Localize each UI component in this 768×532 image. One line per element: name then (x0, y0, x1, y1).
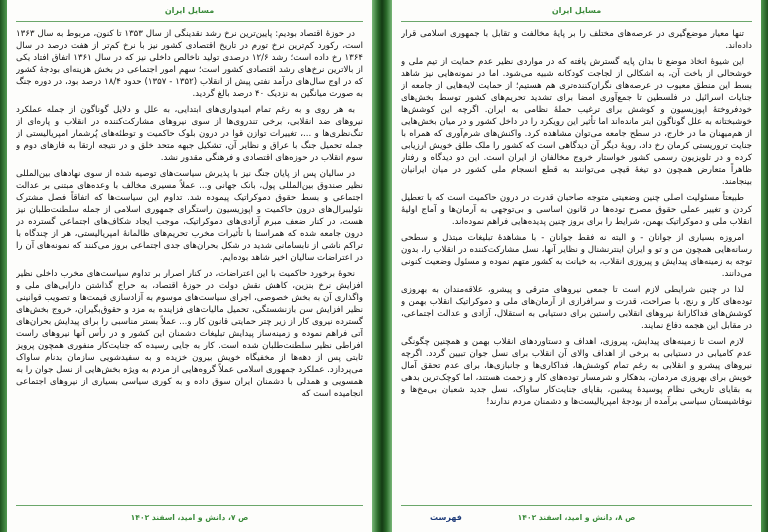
header-rule (401, 21, 752, 22)
page-header-title: مسایل ایران (164, 6, 215, 15)
article-text-column (16, 28, 363, 500)
page-gutter (372, 0, 392, 532)
page-footer-label: ص ۸، دانش و امید، اسفند ۱۴۰۲ (517, 513, 636, 522)
paragraph: نحوهٔ برخورد حاکمیت با این اعتراضات، در کنار اصرار بر تداوم سیاست‌های مخرب داخلی نظیر افزایش نرخ بنزین، کاهش نقش دولت در حوزهٔ اقتصاد، به حراج گذاشتن دارایی‌های ملی و واگذاری آن به بخش خصوصی، اجرای سیاست‌های موسوم به آزادسازی قیمت‌ها و تصویب قوانینی نظیر افزایش سن بازنشستگی، تحمیل مالیات‌های فزاینده به مزد و حقوق‌بگیران، خروج بخش‌های گسترده نیروی کار از زیر چتر حمایتی قانون کار و... عملاً بستر مناسبی را برای پیدایش بحران‌های آتی فراهم نموده و زمینه‌ساز پیدایش تبلیغات دشمنان این کشور و در رأس آنها نیروهای راست افراطی نظیر سلطنت‌طلبان شده است. کار به جایی رسیده که جنایت‌کار منفوری همچون پرویز ثابتی پس از دهه‌ها از مخفیگاه خویش بیرون خزیده و به سفیدشویی سازمان بدنام ساواک می‌پردازد. عملکرد جمهوری اسلامی عملاً گروه‌هایی از مردم به ویژه بخش‌هایی از نسل جوان را به همسویی و همدلی با دشمنان ایران سوق داده و به کوری سیاسی بسیاری از نیروهای اجتماعی انجامیده است که (16, 269, 363, 399)
right-edge-border (761, 0, 768, 532)
header-rule (16, 21, 363, 22)
page-footer-label: ص ۷، دانش و امید، اسفند ۱۴۰۲ (130, 513, 249, 522)
paragraph: طبیعتاً مسئولیت اصلی چنین وضعیتی متوجه صاحبان قدرت در درون حاکمیت است که با تعطیل کردن و تغییر عملی حقوق مصرح توده‌ها در قانون اساسی و بی‌توجهی به آرمان‌ها و آماج اولیهٔ انقلاب ملی و دموکراتیک بهمن، شرایط را برای بروز چنین پدیده‌هایی فراهم نموده‌اند. (401, 193, 752, 227)
paragraph: در سالیان پس از پایان جنگ نیز با پذیرش سیاست‌های توصیه شده از سوی نهادهای بین‌المللی نظیر صندوق بین‌المللی پول، بانک جهانی و... عملاً مسیری مخالف با وعده‌های مبتنی بر عدالت اجتماعی و بسط حقوق دموکراتیک پیموده شد. تداوم این سیاست‌ها که اتفاقاً فصل مشترک نئولیبرال‌های درون حاکمیت و اپوزیسیون راستگرای جمهوری اسلامی از جمله سلطنت‌طلبان نیز هست، در کنار ضعف مبرم آزادی‌های دموکراتیک، موجب ایجاد شکاف‌های اجتماعی گسترده در درون جامعه شده که همراستا با تأثیرات مخرب تحریم‌های ظالمانهٔ امپریالیستی، هر از چندگاه با تراکم ناشی از نابسامانی شدید در شکل بحران‌های جدی اجتماعی بروز می‌کنند که نمونه‌های آن را در اعتراضات سالیان اخیر شاهد بوده‌ایم. (16, 169, 363, 263)
paragraph: لذا در چنین شرایطی لازم است تا جمعی نیروهای مترقی و پیشرو، علاقه‌مندان به بهروزی توده‌های کار و رنج، با صراحت، قدرت و سرافرازی از آرمان‌های ملی و دموکراتیک انقلاب بهمن و کوشش‌های فداکارانهٔ نیروهای انقلابی راستین برای دستیابی به استقلال، آزادی و عدالت اجتماعی، در مقابل این هجمه دفاع نمایند. (401, 285, 752, 331)
page-header-title: مسایل ایران (551, 6, 602, 15)
paragraph: لازم است تا زمینه‌های پیدایش، پیروزی، اهداف و دستاوردهای انقلاب بهمن و همچنین چگونگی عدم کامیابی در دستیابی به برخی از اهداف والای آن انقلاب برای نسل جوان تبیین گردد. اگرچه نیروهای پیشرو و انقلابی به رغم تمام کوشش‌ها، فداکاری‌ها و جانبازی‌ها، برای عدم تحقق آمال خویش برای بهروزی مردمان، بدهکار و شرمسار توده‌های کار و زحمت هستند، اما کوچک‌ترین بدهی به بقایای تاریخی نظام پوسیدهٔ پیشین، بقایای جنایت‌کار ساواک، نسل جدید شعبان بی‌مخ‌ها و نوفاشیستان سیاسی برآمده از بودجهٔ امپریالیست‌ها و دشمنان مردم ندارند! (401, 337, 752, 407)
page-7 (7, 0, 372, 532)
paragraph: در حوزهٔ اقتصاد بودیم: پایین‌ترین نرخ رشد نقدینگی از سال ۱۳۵۳ تا کنون، مربوط به سال ۱۳۶۳ است، رکورد کم‌ترین نرخ تورم در تاریخ اقتصادی کشور نیز با نرخ کم‌تر از هفت درصد در سال ۱۳۶۴ رخ داده است؛ رشد ۱۲/۶ درصدی تولید ناخالص داخلی نیز که در سال ۱۳۶۱ اتفاق افتاد یکی از بالاترین نرخ‌های رشد اقتصادی کشور است؛ سهم امور اجتماعی در بخش هزینه‌ای بودجهٔ کشور که در اوج سال‌های درآمد نفتی پیش از انقلاب (۱۳۵۲ - ۱۳۵۷) حدود ۱۸/۴ درصد بود، در دوره جنگ به صورت میانگین به نزدیک ۴۰ درصد بالغ گردید. (16, 29, 363, 99)
left-edge-border (0, 0, 7, 532)
footer-rule (16, 505, 363, 506)
paragraph: امروزه بسیاری از جوانان - و البته نه فقط جوانان - با مشاهدهٔ تبلیغات مبتذل و سطحی رسانه‌هایی همچون من و تو و ایران اینترنشنال و نظایر آنها، نسل مشارکت‌کننده در انقلاب را، بدون توجه به زمینه‌های پیدایش و پیروزی انقلاب، به خیانت به کشور متهم نموده و مسئول وضعیت کنونی می‌دانند. (401, 233, 752, 279)
footer-rule (401, 505, 752, 506)
article-text-column (401, 28, 752, 500)
page-8 (392, 0, 761, 532)
toc-link[interactable]: فهرست (430, 513, 462, 522)
paragraph: تنها معیار موضع‌گیری در عرصه‌های مختلف را بر پایهٔ مخالفت و تقابل با جمهوری اسلامی قرار داده‌اند. (401, 29, 752, 51)
paragraph: این شیوهٔ اتخاذ موضع تا بدان پایه گسترش یافته که در مواردی نظیر عدم حمایت از تیم ملی و خوشحالی از باخت آن، به اشکالی از لجاجت کودکانه شبیه می‌شود. اما در نمونه‌هایی نیز شاهد بسط این منطق معیوب در عرصه‌های نگران‌کننده‌تری هم هستیم؛ از حمایت لایه‌هایی از جامعه از جنایات اسرائیل در فلسطین تا جمع‌آوری امضا برای تشدید تحریم‌های کشور توسط بخش‌های خودفروختهٔ اپوزیسیون و کوشش برای ترغیب حملهٔ نظامی به ایران. اگرچه این کوشش‌ها خوشبختانه به علل گوناگون ابتر مانده‌اند اما تأثیر این رویکرد را در داخل کشور و در میان بخش‌هایی از هم‌میهنان ما در خارج، در سطح جامعه می‌توان مشاهده کرد. واکنش‌های شرم‌آوری که همراه با جنایت تروریستی کرمان رخ داد، رویهٔ دیگر آن دیدگاهی است که کشور را ملک طلق خویش ارزیابی کرده و در تلویزیون رسمی کشور خواستار خروج مخالفان از ایران است. این دو دیدگاه و رفتار ظاهراً متعارض همچون دو تیغهٔ قیچی می‌توانند به قطع انسجام ملی کشور در میان ایرانیان بینجامند. (401, 57, 752, 187)
paragraph: به هر روی و به رغم تمام امیدواری‌های ابتدایی، به علل و دلایل گوناگون از جمله عملکرد نیروهای ضد انقلابی، برخی تندروی‌ها از سوی نیروهای مشارکت‌کننده در انقلاب و پاره‌ای از تنگ‌نظری‌ها و ...، تغییرات توازن قوا در درون بلوک حاکمیت و توطئه‌های پُرشمار امپریالیستی از جمله تحمیل جنگ با عراق و نظایر آن، تشکیل جبهه متحد خلق و در نتیجه ارتقا به فازهای دوم و سوم انقلاب در حوزه‌های اقتصادی و فرهنگی مقدور نشد. (16, 105, 363, 163)
